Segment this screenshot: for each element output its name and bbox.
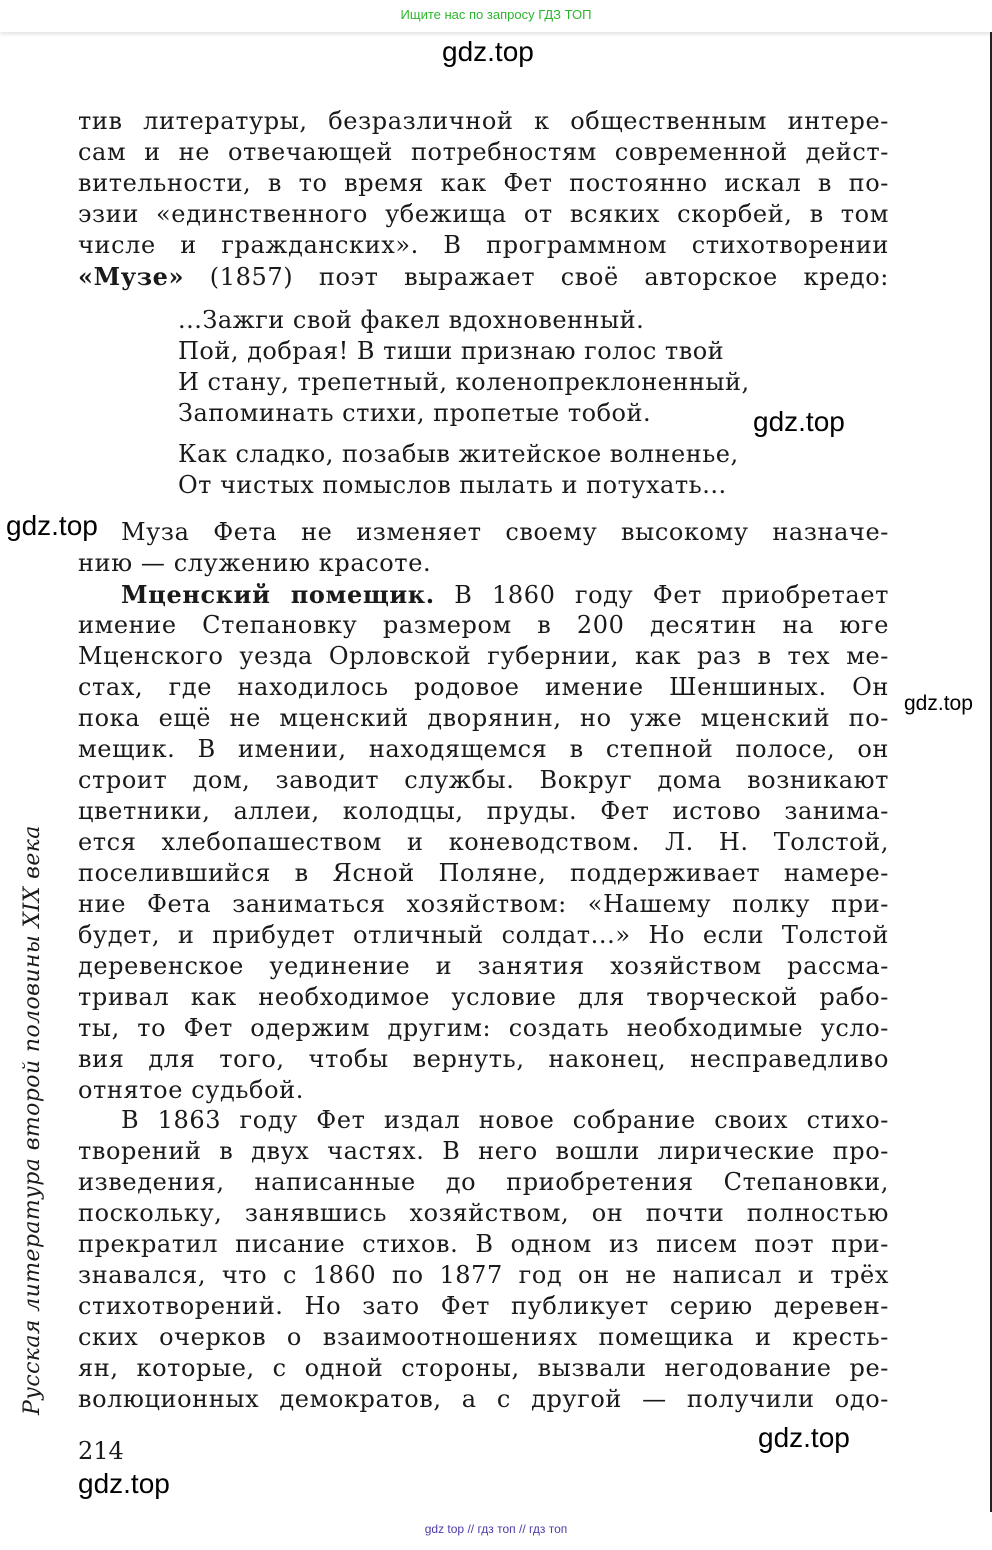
watermark: gdz.top [758, 1422, 850, 1453]
text-line: стихотворений. Но зато Фет публикует серию деревен- [78, 1292, 889, 1320]
footer-separator: // [519, 1522, 526, 1536]
text-line: Муза Фета не изменяет своему высокому назначе- [121, 518, 889, 546]
footer-link[interactable]: гдз топ [477, 1522, 516, 1536]
top-banner [0, 0, 992, 32]
text-line: тив литературы, безразличной к общественным интере- [78, 107, 889, 135]
watermark: gdz.top [904, 692, 973, 715]
poem-line: И стану, трепетный, коленопреклоненный, [178, 368, 750, 396]
text-line: цветники, аллеи, колодцы, пруды. Фет истово занима- [78, 797, 889, 825]
poem-line: Пой, добрая! В тиши признаю голос твой [178, 337, 725, 365]
text-line: ние Фета заниматься хозяйством: «Нашему полку при- [78, 890, 889, 918]
text-line: строит дом, заводит службы. Вокруг дома возникают [78, 766, 889, 794]
poem-title: «Музе» [78, 262, 185, 291]
poem-line: От чистых помыслов пылать и потухать... [178, 471, 727, 499]
text-line: вия для того, чтобы вернуть, наконец, несправедливо [78, 1045, 889, 1073]
text-line: «Музе» (1857) поэт выражает своё авторское кредо: [78, 262, 889, 291]
text-line: сам и не отвечающей потребностям современной дейст- [78, 138, 889, 166]
footer-link[interactable]: гдз топ [529, 1522, 568, 1536]
side-running-title: Русская литература второй половины XIX века [20, 825, 45, 1415]
text-line: эзии «единственного убежища от всяких скорбей, в том [78, 200, 889, 228]
poem-line: Как сладко, позабыв житейское волненье, [178, 440, 739, 468]
text-line: будет, и прибудет отличный солдат...» Но если Толстой [78, 921, 889, 949]
paragraph-3 [78, 579, 889, 1106]
footer-link[interactable]: gdz top [424, 1522, 465, 1536]
text-line: знавался, что с 1860 по 1877 год он не написал и трёх [78, 1261, 889, 1289]
paragraph-1 [78, 106, 889, 292]
poem-stanza-2 [178, 439, 739, 501]
text-line: ется хлебопашеством и коневодством. Л. Н. Толстой, [78, 828, 889, 856]
text-line: имение Степановку размером в 200 десятин на юге [78, 611, 889, 639]
text-line: числе и гражданских». В программном стихотворении [78, 231, 889, 259]
footer-separator: // [467, 1522, 475, 1536]
footer-links [0, 1522, 992, 1536]
text-line: отнятое судьбой. [78, 1076, 304, 1104]
text-line: прекратил писание стихов. В одном из писем поэт при- [78, 1230, 889, 1258]
text-line: творений в двух частях. В него вошли лирические про- [78, 1137, 889, 1165]
text-line: Мценского уезда Орловской губернии, как раз в тех ме- [78, 642, 889, 670]
text-line: В 1863 году Фет издал новое собрание своих стихо- [121, 1106, 889, 1134]
poem-line: ...Зажги свой факел вдохновенный. [178, 306, 645, 334]
text-line: вительности, в то время как Фет постоянно искал в по- [78, 169, 889, 197]
watermark: gdz.top [78, 1468, 170, 1499]
text-line: ты, то Фет одержим другим: создать необходимые усло- [78, 1014, 889, 1042]
poem-line: Запоминать стихи, пропетые тобой. [178, 399, 652, 427]
text-line: мещик. В имении, находящемся в степной полосе, он [78, 735, 889, 763]
text-line: деревенское уединение и занятия хозяйством рассма- [78, 952, 889, 980]
watermark: gdz.top [753, 406, 845, 437]
text-line: поскольку, занявшись хозяйством, он почти полностью [78, 1199, 889, 1227]
text-line: тривал как необходимое условие для творческой рабо- [78, 983, 889, 1011]
text-line: стах, где находилось родовое имение Шеншиных. Он [78, 673, 889, 701]
text-line: ян, которые, с одной стороны, вызвали негодование ре- [78, 1354, 889, 1382]
text-line: поселившийся в Ясной Поляне, поддерживает намере- [78, 859, 889, 887]
text-line: ских очерков о взаимоотношениях помещика и кресть- [78, 1323, 889, 1351]
text-line: нию — служению красоте. [78, 549, 432, 577]
paragraph-4 [78, 1105, 889, 1415]
text-line: пока ещё не мценский дворянин, но уже мценский по- [78, 704, 889, 732]
text-line: Мценский помещик. В 1860 году Фет приобретает [121, 580, 890, 609]
watermark: gdz.top [442, 36, 534, 67]
watermark: gdz.top [6, 510, 98, 541]
section-heading: Мценский помещик. [121, 580, 435, 609]
paragraph-2 [78, 517, 889, 579]
text-line: волюционных демократов, а с другой — получили одо- [78, 1385, 889, 1413]
poem-stanza-1 [178, 305, 750, 429]
banner-link[interactable]: Ищите нас по запросу ГДЗ ТОП [400, 7, 592, 22]
text-line: изведения, написанные до приобретения Степановки, [78, 1168, 889, 1196]
page-number: 214 [78, 1437, 124, 1465]
